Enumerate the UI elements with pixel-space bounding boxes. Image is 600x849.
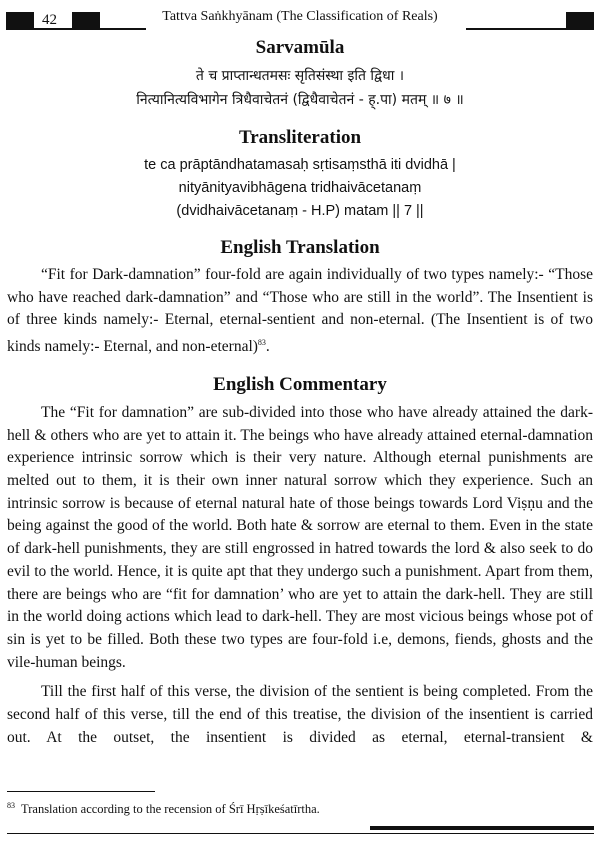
- footnote-text: Translation according to the recension of Śrī Hṛṣīkeśatīrtha.: [21, 802, 320, 817]
- translation-paragraph: “Fit for Dark-damnation” four-fold are again individually of two types namely:- “Those who have reached dark-damnation” and “Those who are still in the world”. The Insentient is of three kinds namely:- Eternal, eternal-sentient and non-eternal. (The Insentient is of two kinds namely:- Eternal, and non-eternal)$^{83}$.: [7, 266, 593, 356]
- sanskrit-line-1: ते च प्राप्तान्धतमसः सृतिसंस्था इति द्विधा ।: [195, 68, 405, 84]
- footnote-rule: [7, 791, 155, 792]
- sanskrit-line-2: नित्यानित्यविभागेन त्रिधैवाचेतनं (द्विधैवाचेतनं - ह्.पा) मतम् ॥ ७ ॥: [136, 92, 464, 108]
- transliteration-line-2: nityānityavibhāgena tridhaivācetanaṃ: [178, 180, 422, 196]
- transliteration-line-1: te ca prāptāndhatamasaḥ sṛtisaṃsthā iti dvidhā |: [144, 157, 456, 173]
- page-header: [6, 6, 594, 30]
- footer-thick-rule: [370, 826, 594, 830]
- translation-text: “Fit for Dark-damnation” four-fold are again individually of two types namely:- “Those who have reached dark-damnation” and “Those who are still in the world”. The Insentient is of three kinds namely:- Eternal, eternal-sentient and non-eternal. (The Insentient is of two kinds namely:- Eternal, and non-eternal): [7, 266, 593, 356]
- transliteration-line-3: (dvidhaivācetanaṃ - H.P) matam || 7 ||: [176, 203, 424, 219]
- footnote-number: 83: [7, 801, 15, 810]
- heading-sarvamula: Sarvamūla: [255, 37, 345, 58]
- heading-transliteration: Transliteration: [238, 127, 362, 148]
- running-title: Tattva Saṅkhyānam (The Classification of Reals): [162, 9, 438, 24]
- heading-english-commentary: English Commentary: [213, 373, 387, 395]
- commentary-paragraph-2: Till the first half of this verse, the division of the sentient is being completed. From the second half of this verse, till the end of this treatise, the division of the insentient is carried out. At the outset, the insentient is divided as eternal, eternal-transient &: [7, 683, 593, 746]
- footnote: [7, 798, 320, 817]
- heading-english-translation: English Translation: [220, 237, 380, 258]
- footer-thin-rule: [7, 833, 594, 834]
- page-number: 42: [42, 12, 57, 28]
- page-content: [7, 36, 593, 750]
- footnote-ref: 83: [257, 338, 266, 348]
- commentary-paragraph-1: The “Fit for damnation” are sub-divided into those who have already attained the dark-hell & others who are yet to attain it. The beings who have already attained eternal-damnation experience intrinsic sorrow which is their very nature. Although eternal punishments are melted out to them, it is their own inner natural sorrow which they experience. Such an intrinsic sorrow is because of eternal natural hate of those beings towards Lord Viṣṇu and the being against the good of the world. Both hate & sorrow are eternal to them. Even in the state of dark-hell punishments, they are still engrossed in hatred towards the lord & also seek to do evil to the world. Hence, it is quite apt that they undergo such a punishment. Apart from them, there are beings who are “fit for damnation’ who are yet to attain the dark-hell. They are still in the world doing actions which lead to dark-hell. They are most vicious beings whose pot of sin is yet to be filled. Both these two types are four-fold i.e, demons, fiends, ghosts and the vile-human beings.: [7, 403, 593, 671]
